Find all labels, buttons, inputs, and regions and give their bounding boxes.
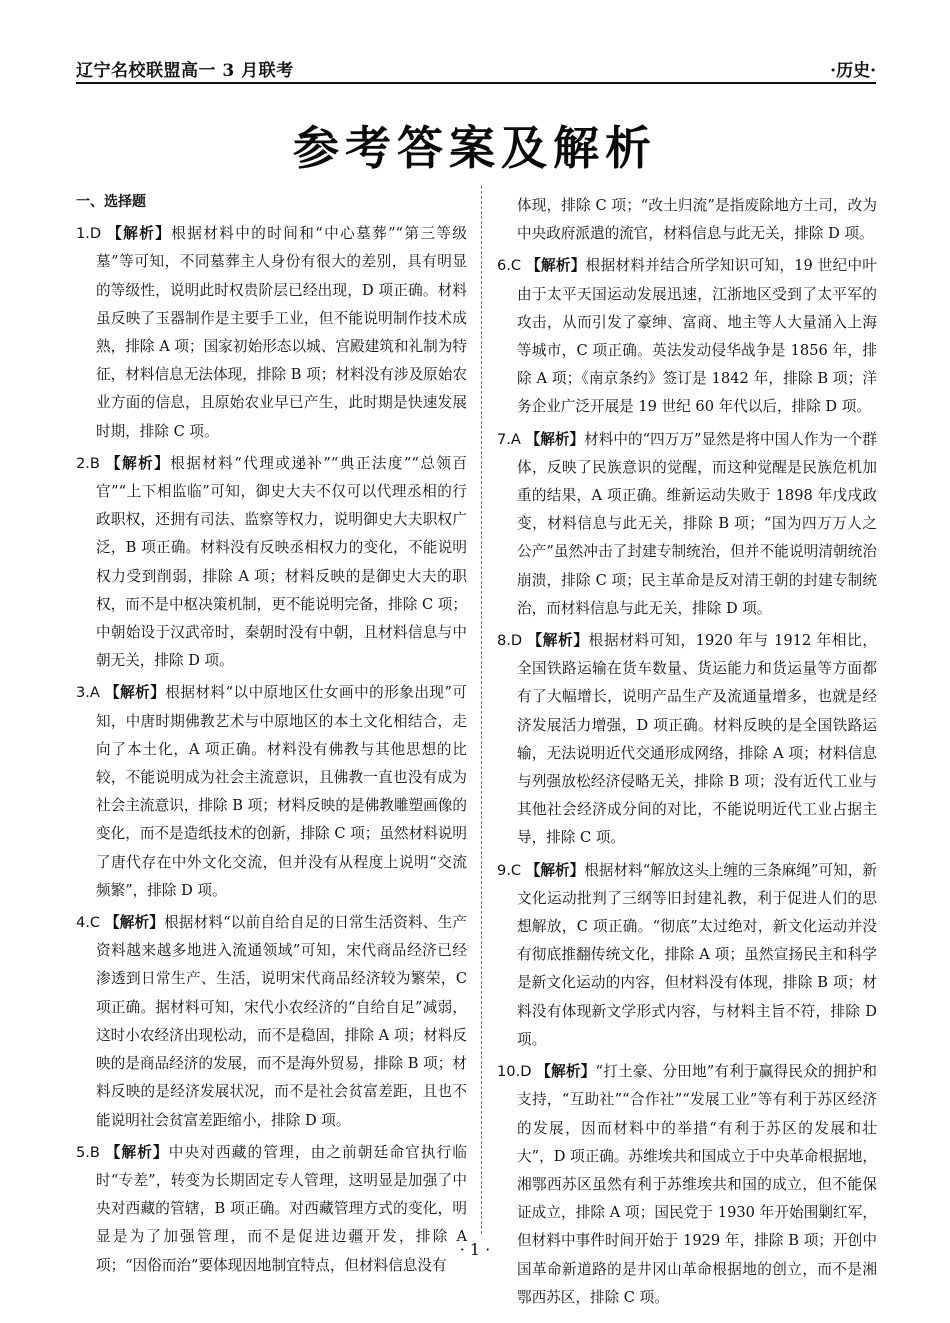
right-column (497, 192, 877, 1316)
analysis-tag: 【解析】 (527, 632, 589, 650)
analysis-text: “打土豪、分田地”有利于赢得民众的拥护和支持，“互助社”“合作社”“发展工业”等有利于苏区经济的发展，因而材料中的举措“有利于苏区的发展和壮大”，D 项正确。苏维埃共和国成立于中央革命根据地，湘鄂西苏区虽然有利于苏维埃共和国的成立，但不能保证成立，排除 A 项；国民党于 1930 年开始围剿红军，但材料中事件时间开始于 1929 年，排除 B 项；开创中国革命新道路的是井冈山革命根据地的创立，而不是湘鄂西苏区，排除 C 项。 (517, 1063, 877, 1306)
answer-number: 10.D (497, 1063, 532, 1081)
answer-number: 9.C (497, 861, 522, 879)
answer-item-4 (76, 909, 467, 1135)
analysis-tag: 【解析】 (525, 861, 585, 879)
page-title: 参考答案及解析 (293, 121, 657, 175)
analysis-tag: 【解析】 (105, 1143, 169, 1161)
answer-item-1 (76, 220, 467, 446)
header-rule (76, 82, 876, 84)
analysis-tag: 【解析】 (105, 684, 166, 702)
analysis-text: 材料中的“四万万”显然是将中国人作为一个群体，反映了民族意识的觉醒，而这种觉醒是民族危机加重的结果，A 项正确。维新运动失败于 1898 年戊戌政变，材料信息与此无关，排除 B 项；“国为四万万人之公产”虽然冲击了封建专制统治，但并不能说明清朝统治崩溃，排除 C 项；民主革命是反对清王朝的封建专制统治，而材料信息与此无关，排除 D 项。 (517, 430, 877, 617)
analysis-text: 根据材料中的时间和“中心墓葬”“第三等级墓”等可知，不同墓葬主人身份有很大的差别，具有明显的等级性，说明此时权贵阶层已经出现，D 项正确。材料虽反映了玉器制作是主要手工业，但不能说明制作技术成熟，排除 A 项；国家初始形态以城、宫殿建筑和礼制为特征，材料信息无法体现，排除 B 项；材料没有涉及原始农业方面的信息，且原始农业早已产生，此时期是快速发展时期，排除 C 项。 (96, 225, 467, 440)
analysis-tag: 【解析】 (106, 454, 171, 472)
answer-item-2 (76, 450, 467, 676)
answer-number: 2.B (76, 454, 100, 472)
answer-item-3 (76, 679, 467, 905)
analysis-tag: 【解析】 (104, 914, 165, 932)
analysis-tag: 【解析】 (107, 225, 172, 243)
page-number: · 1 · (459, 1240, 491, 1259)
answer-item-7 (497, 426, 877, 623)
analysis-text: 根据材料“以前自给自足的日常生活资料、生产资料越来越多地进入流通领域”可知，宋代商品经济已经渗透到日常生产、生活，说明宋代商品经济较为繁荣，C 项正确。据材料可知，宋代小农经济的“自给自足”减弱，这时小农经济出现松动，而不是稳固，排除 A 项；材料反映的是商品经济的发展，而不是海外贸易，排除 B 项；材料反映的是经济发展状况，而不是社会贫富差距，且也不能说明社会贫富差距缩小，排除 D 项。 (96, 914, 468, 1129)
answer-item-10 (497, 1058, 877, 1312)
section-title: 一、选择题 (76, 194, 146, 210)
analysis-text: 根据材料“解放这头上缠的三条麻绳”可知，新文化运动批判了三纲等旧封建礼教，利于促进人们的思想解放，C 项正确。“彻底”太过绝对，新文化运动并没有彻底推翻传统文化，排除 A 项；虽然宣扬民主和科学是新文化运动的内容，但材料没有体现，排除 B 项；材料没有体现新文学形式内容，与材料主旨不符，排除 D 项。 (517, 861, 877, 1048)
answer-number: 5.B (76, 1143, 100, 1161)
column-divider (481, 186, 482, 1234)
analysis-text: 根据材料可知，1920 年与 1912 年相比，全国铁路运输在货车数量、货运能力和货运量等方面都有了大幅增长，说明产品生产及流通量增多，也就是经济发展活力增强，D 项正确。材料反映的是全国铁路运输，无法说明近代交通形成网络，排除 A 项；材料信息与列强放松经济侵略无关，排除 B 项；没有近代工业与其他社会经济成分间的对比，不能说明近代工业占据主导，排除 C 项。 (517, 632, 877, 847)
answer-number: 6.C (497, 257, 522, 275)
page-header (76, 52, 876, 82)
analysis-text: 中央对西藏的管理，由之前朝廷命官执行临时“专差”，转变为长期固定专人管理，这明显是加强了中央对西藏的管辖，B 项正确。对西藏管理方式的变化，明显是为了加强管理，而不是促进边疆开发，排除 A 项；“因俗而治”要体现因地制宜特点，但材料信息没有 (96, 1143, 467, 1274)
exam-name: 辽宁名校联盟高一 3 月联考 (76, 61, 294, 81)
analysis-text: 根据材料并结合所学知识可知，19 世纪中叶由于太平天国运动发展迅速，江浙地区受到了太平军的攻击，从而引发了豪绅、富商、地主等人大量涌入上海等城市，C 项正确。英法发动侵华战争是 1856 年，排除 A 项；《南京条约》签订是 1842 年，排除 B 项；洋务企业广泛开展是 19 世纪 60 年代以后，排除 D 项。 (517, 257, 877, 416)
analysis-tag: 【解析】 (526, 257, 586, 275)
analysis-tag: 【解析】 (525, 430, 585, 448)
answer-number: 8.D (497, 632, 523, 650)
answer-number: 7.A (497, 430, 521, 448)
answer-item-6 (497, 252, 877, 421)
answer-item-8 (497, 627, 877, 853)
answer-number: 3.A (76, 684, 100, 702)
analysis-text: 根据材料“以中原地区仕女画中的形象出现”可知，中唐时期佛教艺术与中原地区的本土文化相结合，走向了本土化，A 项正确。材料没有佛教与其他思想的比较，不能说明成为社会主流意识，且佛教一直也没有成为社会主流意识，排除 B 项；材料反映的是佛教雕塑画像的变化，而不是造纸技术的创新，排除 C 项；虽然材料说明了唐代存在中外文化交流，但并没有从程度上说明“交流频繁”，排除 D 项。 (96, 684, 467, 899)
left-column (76, 188, 467, 1284)
answer-item-5-continued: 体现，排除 C 项；“改土归流”是指废除地方土司，改为中央政府派遣的流官，材料信息与此无关，排除 D 项。 (517, 197, 877, 243)
analysis-text: 根据材料“代理或递补”“典正法度”“总领百官”“上下相监临”可知，御史大夫不仅可以代理丞相的行政职权，还拥有司法、监察等权力，说明御史大夫职权广泛，B 项正确。材料没有反映丞相权力的变化，不能说明权力受到削弱，排除 A 项；材料反映的是御史大夫的职权，而不是中枢决策机制，更不能说明完备，排除 C 项；中朝始设于汉武帝时，秦朝时没有中朝，且材料信息与中朝无关，排除 D 项。 (96, 454, 467, 670)
answer-item-9 (497, 857, 877, 1054)
answer-number: 4.C (76, 914, 101, 932)
analysis-tag: 【解析】 (536, 1063, 596, 1081)
answer-number: 1.D (76, 225, 102, 243)
subject-label: ·历史· (830, 61, 876, 81)
